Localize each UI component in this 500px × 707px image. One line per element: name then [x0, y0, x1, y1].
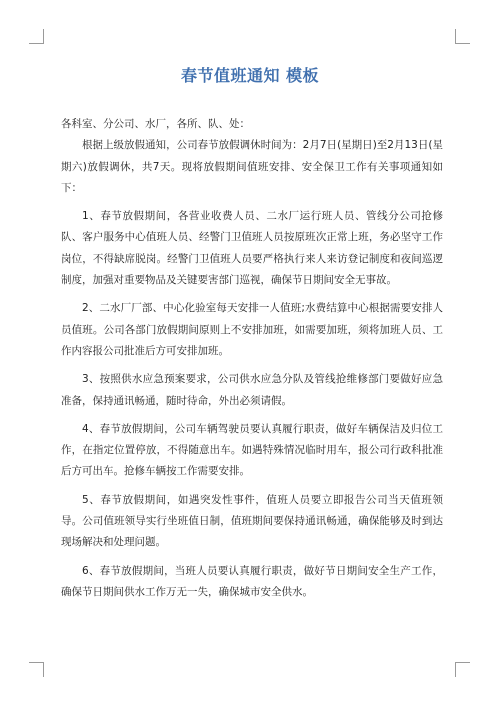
item-paragraph-3: 3、按照供水应急预案要求，公司供水应急分队及管线抢维修部门要做好应急准备，保持通讯畅通，随时待命，外出必须请假。 [61, 373, 443, 407]
crop-mark-bottom-right [455, 662, 470, 677]
item-paragraph-1: 1、春节放假期间，各营业收费人员、二水厂运行班人员、管线分公司抢修队、客户服务中心值班人员、经警门卫值班人员按原班次正常上班，务必坚守工作岗位，不得缺席脱岗。经警门卫值班人员要严格执行来人来访登记制度和夜间巡逻制度，加强对重要物品及关键要害部门巡视，确保节日期间安全无事故。 [61, 210, 443, 287]
document-body [61, 114, 443, 603]
salutation: 各科室、分公司、水厂，各所、队、处： [61, 118, 250, 130]
item-paragraph-4: 4、春节放假期间，公司车辆驾驶员要认真履行职责，做好车辆保洁及归位工作，在指定位置停放，不得随意出车。如遇特殊情况临时用车，报公司行政科批准后方可出车。抢修车辆按工作需要安排。 [61, 422, 443, 478]
crop-mark-top-right [455, 29, 470, 44]
intro-paragraph: 根据上级放假通知，公司春节放假调休时间为：2月7日(星期日)至2月13日(星期六)放假调休，共7天。现将放假期间值班安排、安全保卫工作有关事项通知如下： [61, 139, 443, 194]
item-paragraph-2: 2、二水厂厂部、中心化验室每天安排一人值班;水费结算中心根据需要安排人员值班。公司各部门放假期间原则上不安排加班，如需要加班，须将加班人员、工作内容报公司批准后方可安排加班。 [61, 302, 443, 357]
crop-mark-top-left [29, 29, 44, 44]
document-title: 春节值班通知 模板 [180, 66, 320, 85]
item-paragraph-5: 5、春节放假期间，如遇突发性事件，值班人员要立即报告公司当天值班领导。公司值班领导实行坐班值日制，值班期间要保持通讯畅通，确保能够及时到达现场解决和处理问题。 [61, 493, 443, 549]
crop-mark-bottom-left [29, 662, 44, 677]
item-paragraph-6: 6、春节放假期间，当班人员要认真履行职责，做好节日期间安全生产工作，确保节日期间供水工作万无一失，确保城市安全供水。 [61, 564, 443, 598]
